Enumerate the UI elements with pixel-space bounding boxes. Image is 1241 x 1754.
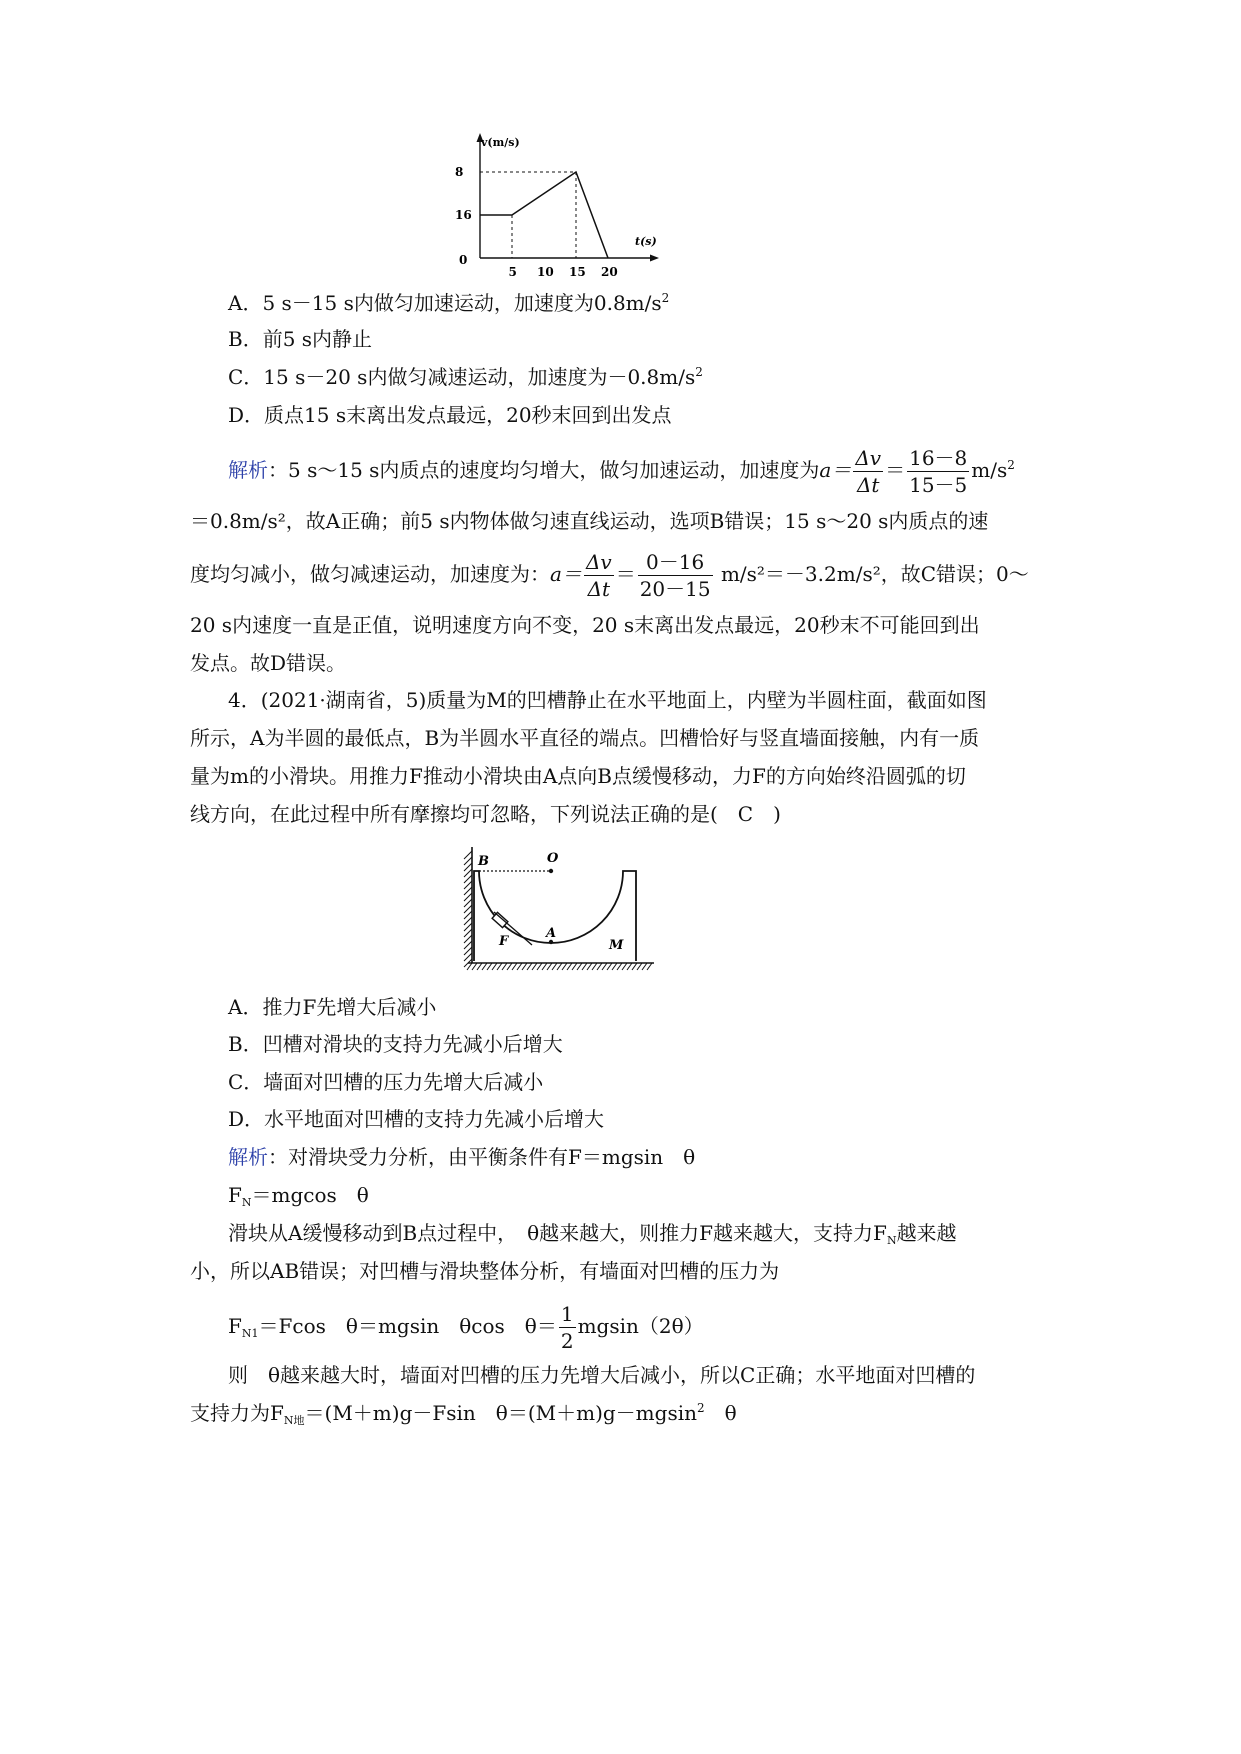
- q3-option-d: D．质点15 s末离出发点最远，20秒末回到出发点: [228, 403, 672, 427]
- ground-hatch-line: [502, 963, 507, 970]
- ground-hatch-line: [537, 963, 542, 970]
- q4-stem-line-3: 量为m的小滑块。用推力F推动小滑块由A点向B点缓慢移动，力F的方向始终沿圆弧的切: [190, 764, 966, 788]
- q4-stem-line-4: 线方向，在此过程中所有摩擦均可忽略，下列说法正确的是( C ): [190, 802, 781, 826]
- ground-hatch-line: [592, 963, 597, 970]
- ground-hatch-line: [562, 963, 567, 970]
- slider-block: [492, 912, 508, 927]
- groove-diagram: [458, 845, 658, 975]
- q4-option-c: C．墙面对凹槽的压力先增大后减小: [228, 1070, 544, 1094]
- q3-solution-line-1: 解析：5 s～15 s内质点的速度均匀增大，做匀加速运动，加速度为a＝ $\frac{\Delta v}{\Delta t}$ ＝ $\frac{16-8}{15-5}$ $m/s^2$: [228, 446, 1015, 497]
- ground-hatch-line: [552, 963, 557, 970]
- q3-option-c: C．15 s－20 s内做匀减速运动，加速度为$-0.8m/s^2$: [228, 365, 703, 389]
- ground-hatch-line: [527, 963, 532, 970]
- ground-hatch-line: [487, 963, 492, 970]
- q4-option-b: B．凹槽对滑块的支持力先减小后增大: [228, 1032, 563, 1056]
- velocity-series-line: [480, 172, 608, 258]
- q4-solution-line-6: 则 θ越来越大时，墙面对凹槽的压力先增大后减小，所以C正确；水平地面对凹槽的: [228, 1363, 976, 1387]
- q4-solution-line-2: $F_N=mgcos$ θ: [228, 1183, 369, 1209]
- ground-hatch-line: [512, 963, 517, 970]
- y-axis-label: v(m/s): [481, 136, 520, 149]
- x-tick-label: 15: [569, 265, 586, 278]
- q4-stem-line-2: 所示，A为半圆的最低点，B为半圆水平直径的端点。凹槽恰好与竖直墙面接触，内有一质: [190, 726, 980, 750]
- q4-solution-line-1: 解析：对滑块受力分析，由平衡条件有F＝mgsin θ: [228, 1145, 696, 1169]
- label-a: A: [546, 926, 557, 941]
- fraction-dv-dt: $\frac{\Delta v}{\Delta t}$: [855, 446, 882, 497]
- q3-solution-line-2: ＝0.8m/s²，故A正确；前5 s内物体做匀速直线运动，选项B错误；15 s～20 s内质点的速: [190, 509, 989, 533]
- velocity-time-graph: [455, 128, 665, 278]
- label-b: B: [478, 854, 489, 869]
- q4-solution-line-4: 小，所以AB错误；对凹槽与滑块整体分析，有墙面对凹槽的压力为: [190, 1259, 780, 1283]
- ground-hatch-line: [582, 963, 587, 970]
- ground-hatch-line: [497, 963, 502, 970]
- ground-hatch-line: [597, 963, 602, 970]
- ground-hatch-line: [467, 963, 472, 970]
- q4-option-a: A．推力F先增大后减小: [228, 995, 437, 1019]
- ground-hatch-line: [477, 963, 482, 970]
- ground-hatch-line: [577, 963, 582, 970]
- ground-hatch-line: [637, 963, 642, 970]
- q3-solution-line-4: 20 s内速度一直是正值，说明速度方向不变，20 s末离出发点最远，20秒末不可能回到出: [190, 613, 980, 637]
- ground: [467, 963, 654, 970]
- ground-hatch-line: [517, 963, 522, 970]
- ground-hatch-line: [482, 963, 487, 970]
- q4-option-d: D．水平地面对凹槽的支持力先减小后增大: [228, 1107, 605, 1131]
- x-tick-label: 5: [508, 265, 517, 278]
- q4-solution-line-5: $F_{N1}=Fcos$ θ＝mgsin θcos θ＝ $\frac{1}{2}$ mgsin（2θ）: [228, 1302, 704, 1353]
- ground-hatch-line: [472, 963, 477, 970]
- vt-plot-area: [455, 133, 659, 278]
- ground-hatch-line: [587, 963, 592, 970]
- ground-hatch-line: [522, 963, 527, 970]
- center-point-o: [549, 869, 553, 873]
- ground-hatch-line: [542, 963, 547, 970]
- ground-hatch-line: [507, 963, 512, 970]
- label-f: F: [499, 934, 509, 949]
- solution-label-2: 解析: [228, 1145, 268, 1169]
- ground-hatch-line: [567, 963, 572, 970]
- q4-stem-line-1: 4．(2021·湖南省，5)质量为M的凹槽静止在水平地面上，内壁为半圆柱面，截面如图: [228, 688, 987, 712]
- ground-hatch-line: [632, 963, 637, 970]
- q4-solution-line-7: 支持力为$F_{N地}=(M+m)g-Fsin$ θ＝(M＋m)g－mgsin$^2$ θ: [190, 1401, 737, 1427]
- fraction-0-16: $\frac{0-16}{20-15}$: [639, 550, 711, 601]
- ground-hatch-line: [627, 963, 632, 970]
- ground-hatch-line: [572, 963, 577, 970]
- fraction-dv-dt-2: $\frac{\Delta v}{\Delta t}$: [585, 550, 612, 601]
- origin-label: 0: [459, 253, 468, 267]
- label-o: O: [547, 851, 559, 866]
- ground-hatch-line: [647, 963, 652, 970]
- ground-hatch-line: [532, 963, 537, 970]
- ground-hatch-line: [547, 963, 552, 970]
- ground-hatch-line: [622, 963, 627, 970]
- q3-solution-line-3: 度均匀减小，做匀减速运动，加速度为：a＝ $\frac{\Delta v}{\Delta t}$ ＝ $\frac{0-16}{20-15}$ m/s²＝－3.2m/s²，故C错误；0～: [190, 550, 1029, 601]
- q3-solution-line-5: 发点。故D错误。: [190, 651, 347, 675]
- q3-option-b: B．前5 s内静止: [228, 327, 373, 351]
- label-m: M: [609, 938, 624, 953]
- x-tick-label: 10: [537, 265, 554, 278]
- wall: [464, 847, 472, 967]
- y-tick-label: 16: [455, 208, 472, 222]
- ground-hatch-line: [607, 963, 612, 970]
- q4-solution-line-3: 滑块从A缓慢移动到B点过程中， θ越来越大，则推力F越来越大，支持力$F_N$越来越: [228, 1221, 957, 1247]
- x-tick-label: 20: [601, 265, 618, 278]
- y-tick-label: 8: [455, 165, 464, 179]
- fraction-one-half: $\frac{1}{2}$: [560, 1302, 574, 1353]
- ground-hatch-line: [602, 963, 607, 970]
- ground-hatch-line: [557, 963, 562, 970]
- x-axis-arrow: [650, 255, 659, 262]
- ground-hatch-line: [492, 963, 497, 970]
- q3-option-a: A．5 s－15 s内做匀加速运动，加速度为$0.8m/s^2$: [228, 291, 670, 315]
- ground-hatch-line: [617, 963, 622, 970]
- fraction-16-8: $\frac{16-8}{15-5}$: [909, 446, 968, 497]
- x-axis-label: t(s): [635, 235, 657, 248]
- solution-label: 解析: [228, 458, 268, 482]
- ground-hatch-line: [642, 963, 647, 970]
- ground-hatch-line: [612, 963, 617, 970]
